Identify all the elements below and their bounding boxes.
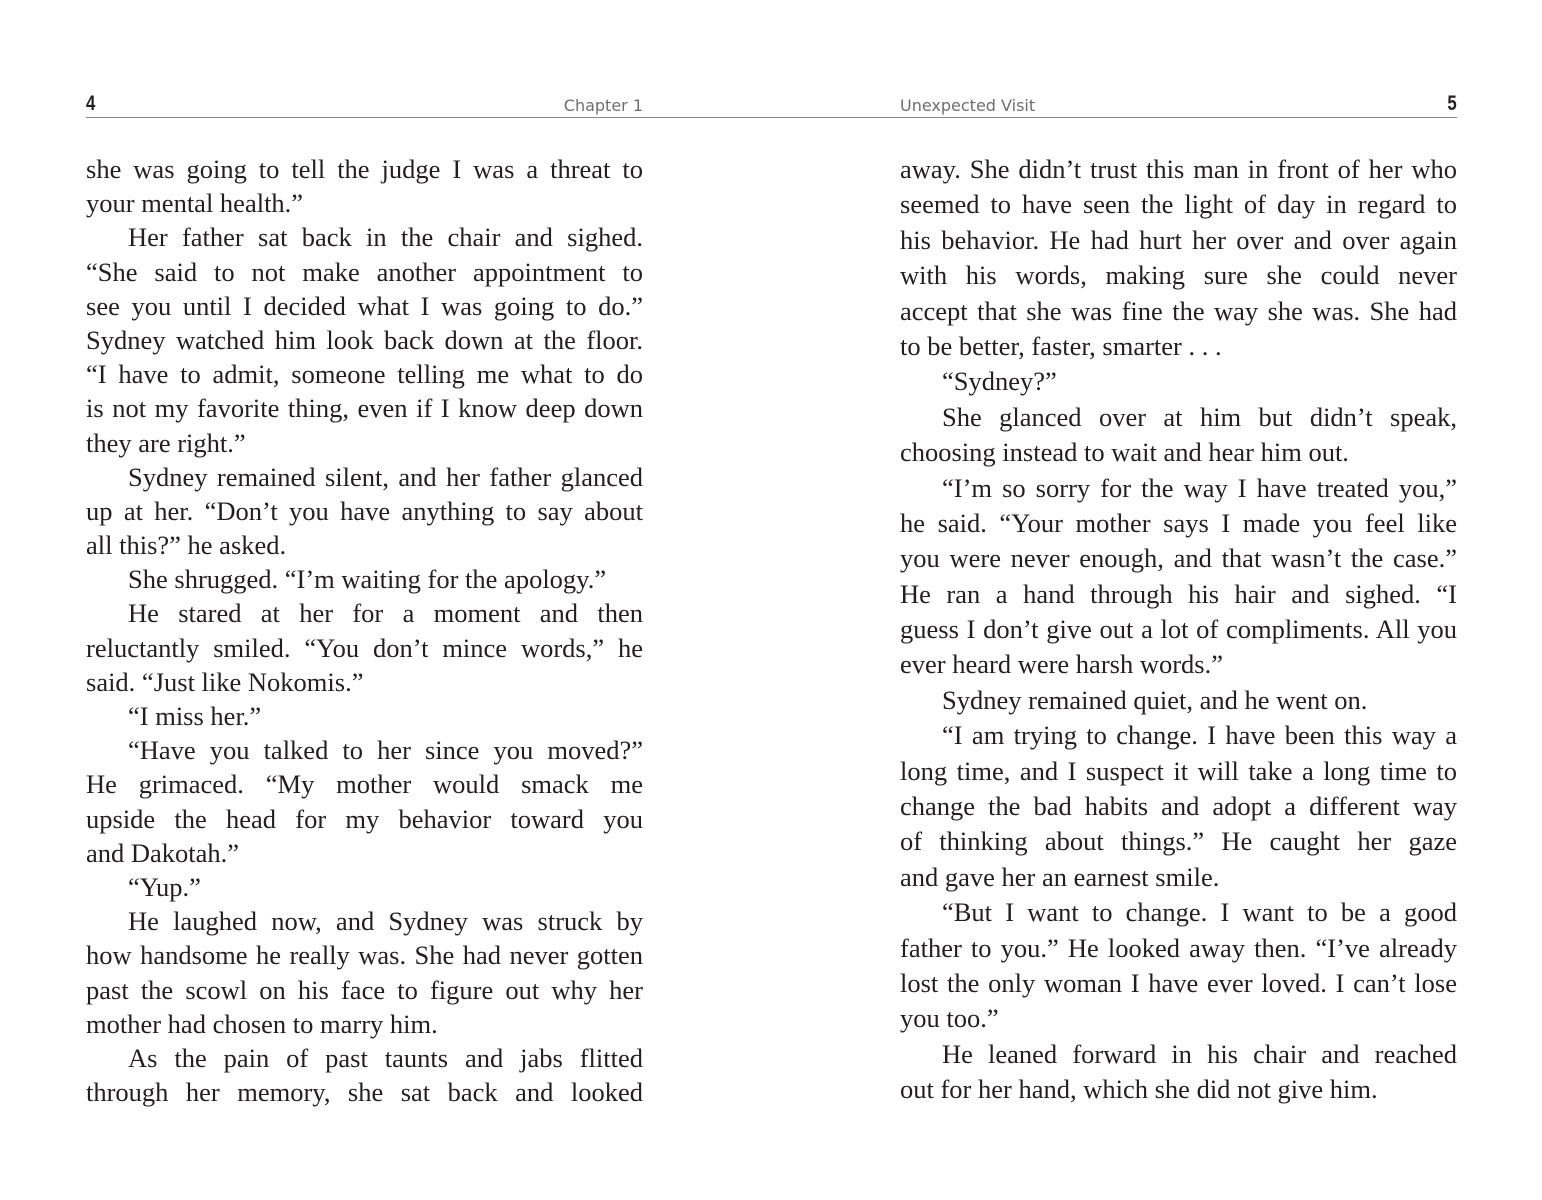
text-line: through her memory, she sat back and looked	[86, 1077, 643, 1108]
text-line: accept that she was fine the way she was. She had	[900, 295, 1457, 326]
text-line: he said. “Your mother says I made you feel like	[900, 507, 1457, 538]
left-header-rule	[86, 117, 771, 118]
text-line: choosing instead to wait and hear him out.	[900, 437, 1349, 468]
text-line: Her father sat back in the chair and sighed.	[128, 222, 643, 253]
left-page-header	[86, 91, 643, 119]
text-line: of thinking about things.” He caught her gaze	[900, 826, 1457, 857]
left-running-head: Chapter 1	[563, 96, 643, 115]
text-line: She shrugged. “I’m waiting for the apology.”	[128, 564, 607, 595]
text-line: ever heard were harsh words.”	[900, 649, 1223, 680]
text-line: “Have you talked to her since you moved?”	[128, 735, 643, 766]
text-line: “She said to not make another appointment to	[86, 256, 643, 287]
text-line: He stared at her for a moment and then	[128, 598, 643, 629]
right-page-number: 5	[1447, 92, 1457, 115]
text-line: He ran a hand through his hair and sighed. “I	[900, 578, 1457, 609]
text-line: She glanced over at him but didn’t speak,	[942, 401, 1457, 432]
text-line: how handsome he really was. She had never gotten	[86, 940, 643, 971]
text-line: Sydney remained quiet, and he went on.	[942, 684, 1368, 715]
right-page	[900, 0, 1457, 1200]
text-line: past the scowl on his face to figure out why her	[86, 974, 643, 1005]
text-line: his behavior. He had hurt her over and over again	[900, 224, 1457, 255]
left-page	[86, 0, 643, 1200]
text-line: guess I don’t give out a lot of compliments. All you	[900, 614, 1457, 645]
text-line: change the bad habits and adopt a different way	[900, 791, 1457, 822]
text-line: out for her hand, which she did not give him.	[900, 1074, 1378, 1105]
text-line: with his words, making sure she could never	[900, 260, 1457, 291]
right-header-rule	[770, 117, 1457, 118]
text-line: “Sydney?”	[942, 366, 1057, 397]
text-line: is not my favorite thing, even if I know deep down	[86, 393, 643, 424]
text-line: you too.”	[900, 1003, 999, 1034]
text-line: long time, and I suspect it will take a long time to	[900, 755, 1457, 786]
left-page-number: 4	[86, 92, 96, 115]
left-page-body	[86, 152, 643, 1109]
text-line: “Yup.”	[128, 871, 201, 902]
text-line: said. “Just like Nokomis.”	[86, 666, 364, 697]
text-line: He leaned forward in his chair and reached	[942, 1038, 1457, 1069]
text-line: see you until I decided what I was going to do.”	[86, 290, 643, 321]
right-running-head: Unexpected Visit	[900, 96, 1036, 115]
text-line: she was going to tell the judge I was a threat to	[86, 154, 643, 184]
text-line: Sydney watched him look back down at the floor.	[86, 324, 643, 355]
text-line: your mental health.”	[86, 188, 304, 219]
text-line: you were never enough, and that wasn’t the case.”	[900, 543, 1457, 574]
text-line: As the pain of past taunts and jabs flitted	[128, 1042, 643, 1073]
text-line: away. She didn’t trust this man in front of her who	[900, 154, 1457, 184]
text-line: “I’m so sorry for the way I have treated you,”	[942, 472, 1457, 503]
text-line: “I miss her.”	[128, 701, 262, 731]
text-line: reluctantly smiled. “You don’t mince words,” he	[86, 632, 643, 663]
text-line: “I am trying to change. I have been this way a	[942, 720, 1457, 751]
right-page-header	[900, 91, 1457, 119]
text-line: “I have to admit, someone telling me what to do	[86, 359, 643, 390]
text-line: up at her. “Don’t you have anything to say about	[86, 495, 643, 526]
text-line: Sydney remained silent, and her father glanced	[128, 461, 643, 492]
text-line: “But I want to change. I want to be a good	[942, 897, 1457, 928]
text-line: lost the only woman I have ever loved. I can’t lose	[900, 967, 1457, 998]
text-line: He laughed now, and Sydney was struck by	[128, 906, 643, 937]
text-line: seemed to have seen the light of day in regard to	[900, 189, 1457, 220]
text-line: mother had chosen to marry him.	[86, 1008, 438, 1039]
text-line: He grimaced. “My mother would smack me	[86, 769, 643, 800]
text-line: all this?” he asked.	[86, 530, 287, 561]
text-line: they are right.”	[86, 427, 246, 458]
text-line: to be better, faster, smarter . . .	[900, 330, 1222, 361]
right-page-body	[900, 152, 1457, 1108]
text-line: and gave her an earnest smile.	[900, 861, 1220, 892]
text-line: upside the head for my behavior toward you	[86, 803, 643, 834]
text-line: and Dakotah.”	[86, 837, 240, 868]
text-line: father to you.” He looked away then. “I’ve already	[900, 932, 1457, 963]
